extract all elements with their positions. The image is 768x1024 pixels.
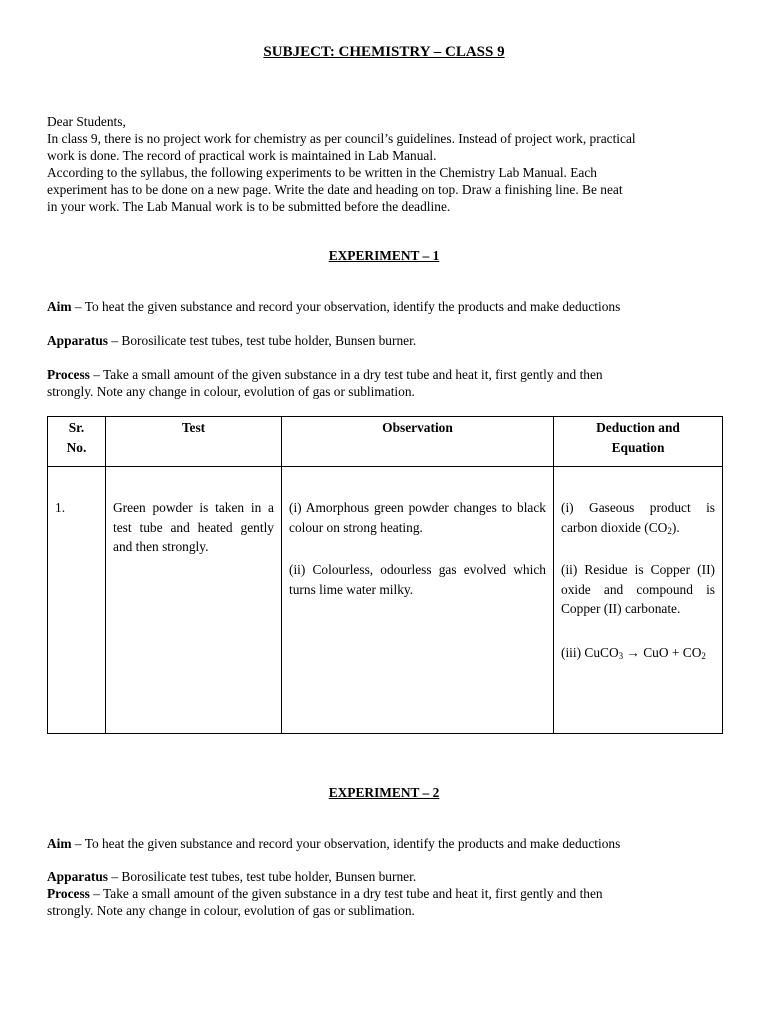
deduction-3-equation: (iii) CuCO$_3$ → CuO + $CO_2$ <box>561 644 706 661</box>
experiment-2-heading: EXPERIMENT – 2 <box>328 785 440 800</box>
apparatus-text: – Borosilicate test tubes, test tube holder, Bunsen burner. <box>108 869 417 884</box>
header-sr-no: Sr. No. <box>48 417 106 467</box>
experiment-1-aim <box>47 298 721 315</box>
experiment-2-aim <box>47 835 721 852</box>
experiment-1-process <box>47 366 721 400</box>
process-text-1: – Take a small amount of the given substance in a dry test tube and heat it, first gently and then <box>89 367 603 382</box>
apparatus-text: – Borosilicate test tubes, test tube holder, Bunsen burner. <box>108 333 417 348</box>
table-row <box>48 467 723 734</box>
observation-2: (ii) Colourless, odourless gas evolved which turns lime water milky. <box>289 562 546 597</box>
experiment-1-table <box>47 416 723 734</box>
intro-section <box>47 113 721 215</box>
deduction-1: (i) Gaseous product is carbon dioxide $(CO_2)$. <box>561 500 715 536</box>
header-test: Test <box>106 417 282 467</box>
apparatus-label: Apparatus <box>47 333 109 348</box>
header-deduction: Deduction and Equation <box>554 417 723 467</box>
aim-text: – To heat the given substance and record your observation, identify the products and make deductions <box>71 836 621 851</box>
process-text-1: – Take a small amount of the given substance in a dry test tube and heat it, first gently and then <box>89 886 603 901</box>
process-label: Process <box>47 886 90 901</box>
intro-line-5: in your work. The Lab Manual work is to be submitted before the deadline. <box>47 199 451 214</box>
table-header-row <box>48 417 723 467</box>
observation-1: (i) Amorphous green powder changes to black colour on strong heating. <box>289 500 546 535</box>
intro-line-1: In class 9, there is no project work for chemistry as per council’s guidelines. Instead of project work, practical <box>47 131 636 146</box>
experiment-1-apparatus <box>47 332 721 349</box>
intro-line-2: work is done. The record of practical work is maintained in Lab Manual. <box>47 148 437 163</box>
greeting: Dear Students, <box>47 114 126 129</box>
header-observation: Observation <box>282 417 554 467</box>
cell-deduction <box>554 467 723 734</box>
intro-line-4: experiment has to be done on a new page. Write the date and heading on top. Draw a finishing line. Be neat <box>47 182 623 197</box>
deduction-2: (ii) Residue is Copper (II) oxide and compound is Copper (II) carbonate. <box>561 562 715 616</box>
intro-line-3: According to the syllabus, the following experiments to be written in the Chemistry Lab Manual. Each <box>47 165 598 180</box>
apparatus-label: Apparatus <box>47 869 109 884</box>
aim-label: Aim <box>47 299 72 314</box>
page-title: SUBJECT: CHEMISTRY – CLASS 9 <box>263 44 505 60</box>
aim-text: – To heat the given substance and record your observation, identify the products and make deductions <box>71 299 621 314</box>
process-label: Process <box>47 367 90 382</box>
cell-sr-no: 1. <box>48 467 106 734</box>
process-text-2: strongly. Note any change in colour, evolution of gas or sublimation. <box>47 384 415 399</box>
aim-label: Aim <box>47 836 72 851</box>
experiment-1-heading: EXPERIMENT – 1 <box>328 248 440 263</box>
experiment-2-apparatus-process <box>47 868 721 919</box>
cell-observation <box>282 467 554 734</box>
cell-test: Green powder is taken in a test tube and heated gently and then strongly. <box>106 467 282 734</box>
process-text-2: strongly. Note any change in colour, evolution of gas or sublimation. <box>47 903 415 918</box>
